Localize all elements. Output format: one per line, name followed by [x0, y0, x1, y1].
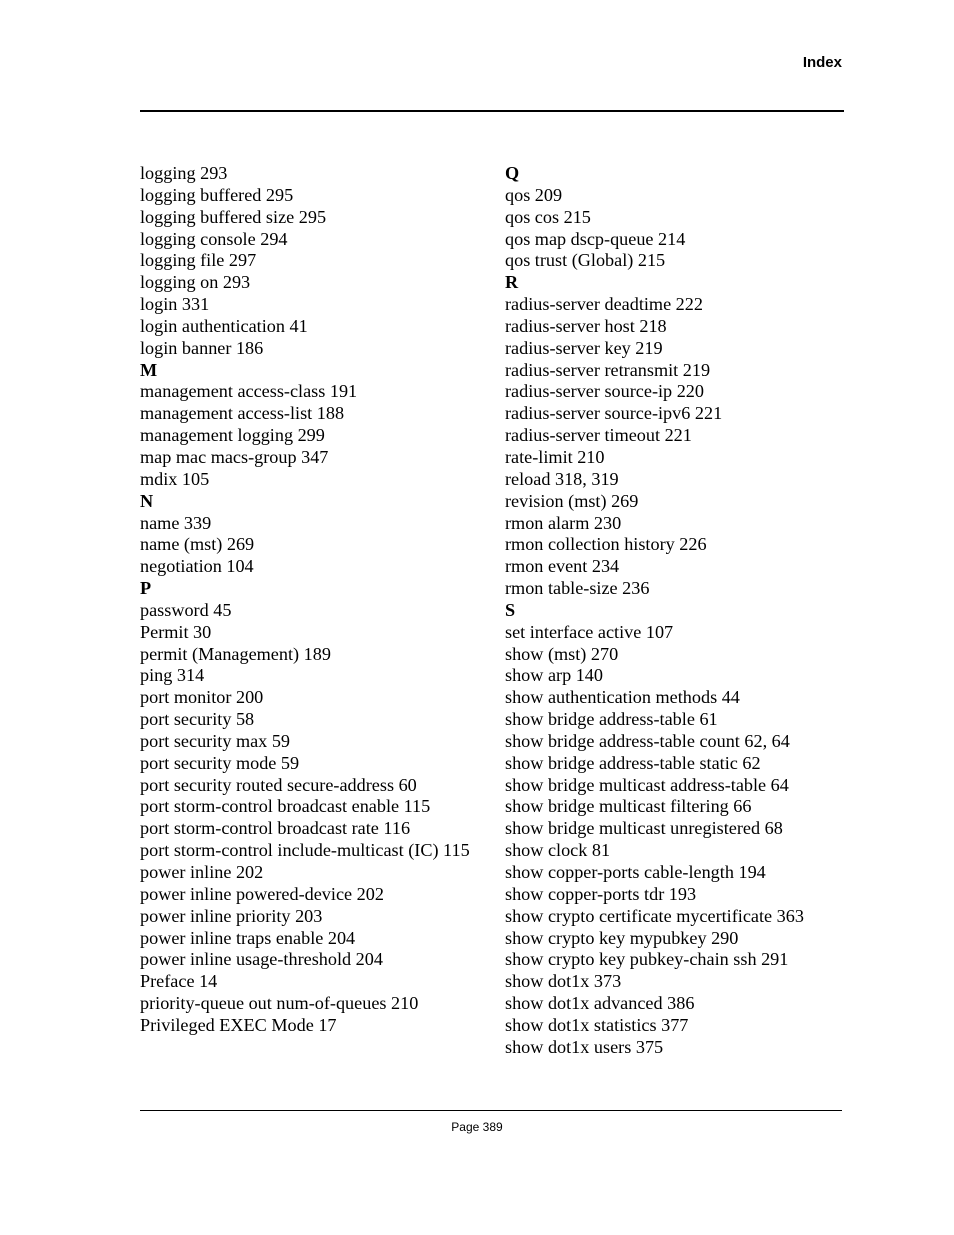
index-entry: show clock 81	[505, 840, 611, 861]
index-entry: radius-server deadtime 222	[505, 294, 703, 315]
index-entry: radius-server host 218	[505, 315, 667, 336]
index-entry: reload 318, 319	[505, 468, 619, 489]
index-column-right	[505, 163, 850, 1059]
index-entry: port monitor 200	[140, 687, 264, 708]
index-entry: show arp 140	[505, 665, 603, 686]
index-entry: radius-server source-ip 220	[505, 381, 704, 402]
index-entry: login authentication 41	[140, 315, 308, 336]
index-entry: port security 58	[140, 709, 255, 730]
index-entry: login 331	[140, 294, 210, 315]
index-entry: rmon collection history 226	[505, 534, 707, 555]
index-entry: rmon table-size 236	[505, 578, 650, 599]
index-entry: negotiation 104	[140, 556, 254, 577]
index-column-left	[140, 163, 495, 1037]
index-entry: show (mst) 270	[505, 643, 619, 664]
index-entry: show crypto certificate mycertificate 363	[505, 905, 804, 926]
index-entry: show bridge address-table static 62	[505, 752, 761, 773]
index-entry: show crypto key mypubkey 290	[505, 927, 739, 948]
index-entry: radius-server key 219	[505, 337, 663, 358]
index-entry: show bridge address-table 61	[505, 709, 718, 730]
index-entry: show bridge multicast address-table 64	[505, 774, 789, 795]
index-entry: management logging 299	[140, 425, 325, 446]
index-entry: name 339	[140, 512, 212, 533]
index-entry: rate-limit 210	[505, 446, 605, 467]
index-entry: show dot1x users 375	[505, 1036, 664, 1057]
index-entry: priority-queue out num-of-queues 210	[140, 993, 419, 1014]
index-entry: logging buffered size 295	[140, 206, 327, 227]
index-entry: map mac macs-group 347	[140, 446, 329, 467]
index-entry: power inline usage-threshold 204	[140, 949, 383, 970]
index-entry: show dot1x 373	[505, 971, 622, 992]
index-entry: power inline powered-device 202	[140, 883, 384, 904]
index-entry: power inline traps enable 204	[140, 927, 356, 948]
index-entry: radius-server retransmit 219	[505, 359, 711, 380]
index-entry: port storm-control broadcast enable 115	[140, 796, 431, 817]
index-entry: show crypto key pubkey-chain ssh 291	[505, 949, 789, 970]
index-entry: mdix 105	[140, 468, 210, 489]
index-entry: power inline priority 203	[140, 905, 323, 926]
index-entry: qos map dscp-queue 214	[505, 228, 686, 249]
index-entry: show bridge multicast filtering 66	[505, 796, 752, 817]
index-entry: show authentication methods 44	[505, 687, 740, 708]
index-section-letter: R	[505, 272, 519, 293]
index-entry: rmon alarm 230	[505, 512, 622, 533]
index-entry: port storm-control include-multicast (IC) 115	[140, 840, 470, 861]
header-rule	[140, 110, 844, 112]
index-entry: management access-list 188	[140, 403, 345, 424]
index-entry: password 45	[140, 599, 232, 620]
index-entry: port storm-control broadcast rate 116	[140, 818, 411, 839]
index-entry: show copper-ports tdr 193	[505, 883, 697, 904]
index-entry: qos trust (Global) 215	[505, 250, 666, 271]
index-entry: login banner 186	[140, 337, 264, 358]
index-entry: power inline 202	[140, 862, 264, 882]
index-entry: port security max 59	[140, 730, 291, 751]
index-entry: qos cos 215	[505, 206, 591, 227]
index-entry: management access-class 191	[140, 381, 358, 402]
index-entry: logging 293	[140, 163, 228, 183]
footer-rule	[140, 1110, 842, 1111]
index-entry: logging buffered 295	[140, 184, 294, 205]
index-entry: logging file 297	[140, 250, 257, 271]
page-number: Page 389	[451, 1120, 503, 1134]
index-entry: permit (Management) 189	[140, 643, 331, 664]
index-entry: rmon event 234	[505, 556, 620, 577]
index-entry: Preface 14	[140, 971, 218, 992]
index-entry: show bridge address-table count 62, 64	[505, 730, 790, 751]
index-entry: radius-server source-ipv6 221	[505, 403, 723, 424]
index-entry: show dot1x statistics 377	[505, 1014, 689, 1035]
index-entry: revision (mst) 269	[505, 490, 639, 511]
index-section-letter: S	[505, 599, 516, 620]
index-entry: Permit 30	[140, 621, 212, 642]
index-entry: show copper-ports cable-length 194	[505, 862, 766, 882]
index-section-letter: N	[140, 490, 154, 511]
index-entry: port security mode 59	[140, 752, 300, 773]
index-entry: set interface active 107	[505, 621, 674, 642]
index-entry: qos 209	[505, 184, 563, 205]
index-entry: show bridge multicast unregistered 68	[505, 818, 783, 839]
index-entry: ping 314	[140, 665, 205, 686]
index-entry: show dot1x advanced 386	[505, 993, 695, 1014]
index-entry: name (mst) 269	[140, 534, 255, 555]
running-header-title: Index	[802, 54, 842, 71]
index-section-letter: M	[140, 359, 158, 380]
index-entry: logging console 294	[140, 228, 288, 249]
index-entry: Privileged EXEC Mode 17	[140, 1014, 337, 1035]
index-entry: port security routed secure-address 60	[140, 774, 417, 795]
index-entry: logging on 293	[140, 272, 251, 293]
index-entry: radius-server timeout 221	[505, 425, 692, 446]
index-section-letter: Q	[505, 163, 520, 183]
index-section-letter: P	[140, 578, 152, 599]
